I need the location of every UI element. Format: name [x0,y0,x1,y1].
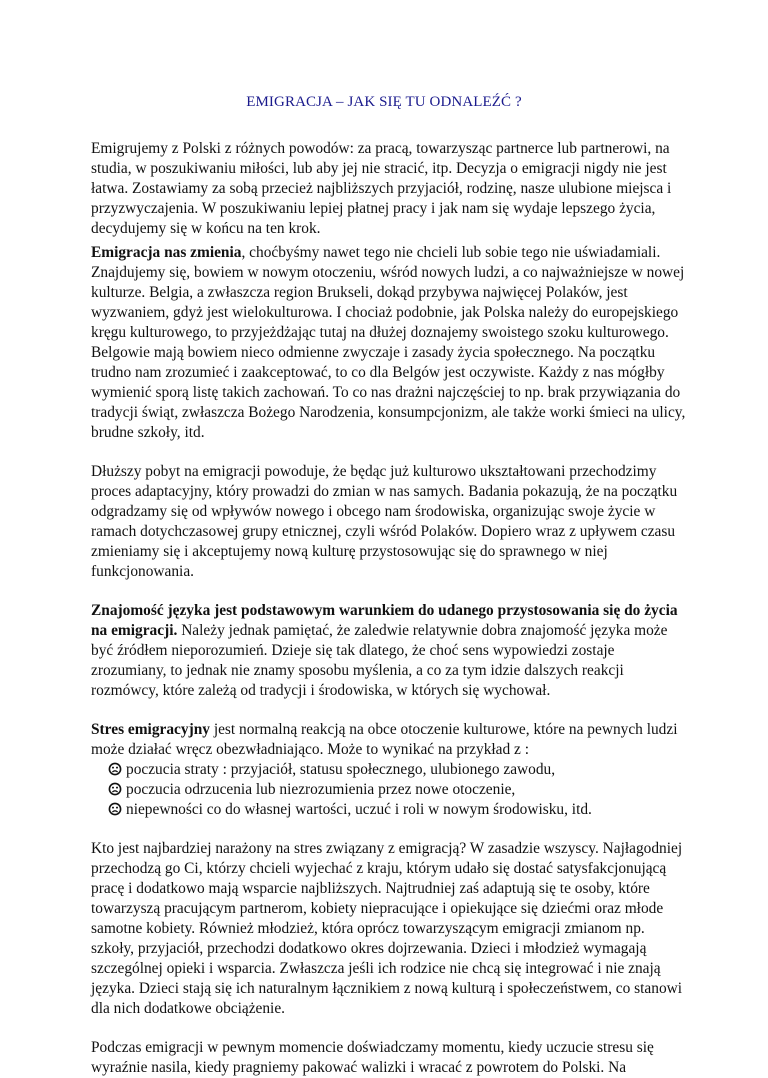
list-item [108,760,691,780]
paragraph-language [91,601,691,701]
list-item-text: niepewności co do własnej wartości, uczuć i roli w nowym środowisku, itd. [126,801,592,818]
paragraph-stress-text: jest normalną reakcją na obce otoczenie kulturowe, które na pewnych ludzi może działać wręcz obezwładniająco. Może to wynikać na przykład z : [91,721,678,758]
paragraph-change [91,243,691,443]
sad-face-bullet-icon [108,762,122,776]
document-body [91,139,691,1078]
list-item [108,800,691,820]
list-item-text: poczucia straty : przyjaciół, statusu społecznego, ulubionego zawodu, [126,761,556,778]
paragraph-stress-lead: Stres emigracyjny [91,721,210,738]
stress-causes-list [91,760,691,820]
paragraph-language-lead: Znajomość języka jest podstawowym warunkiem do udanego przystosowania się do życia na emigracji. [91,602,678,639]
list-item [108,780,691,800]
paragraph-adaptation: Dłuższy pobyt na emigracji powoduje, że będąc już kulturowo ukształtowani przechodzimy proces adaptacyjny, który prowadzi do zmian w nas samych. Badania pokazują, że na początku odgradzamy się od wpływów nowego i obcego nam środowiska, organizując swoje życie w ramach dotychczasowej grupy etnicznej, czyli wśród Polaków. Dopiero wraz z upływem czasu zmieniamy się i akceptujemy nową kulturę przystosowując się do sprawnego w niej funkcjonowania. [91,463,678,580]
paragraph-change-text: , choćbyśmy nawet tego nie chcieli lub sobie tego nie uświadamiali. Znajdujemy się, bowiem w nowym otoczeniu, wśród nowych ludzi, a co najważniejsze w nowej kulturze. Belgia, a zwłaszcza region Brukseli, dokąd przybywa najwięcej Polaków, jest wyzwaniem, gdyż jest wielokulturowa. I chociaż podobnie, jak Polska należy do europejskiego kręgu kulturowego, to przyjeżdżając tutaj na dłużej doznajemy swoistego szoku kulturowego. Belgowie mają bowiem nieco odmienne zwyczaje i zasady życia społecznego. Na początku trudno nam zrozumieć i zaakceptować, to co dla Belgów jest oczywiste. Każdy z nas mógłby wymienić sporą listę takich zachowań. To co nas drażni najczęściej to np. brak przywiązania do tradycji świąt, zwłaszcza Bożego Narodzenia, konsumpcjonizm, ale także worki śmieci na ulicy, brudne szkoły, itd. [91,244,686,441]
paragraph-change-lead: Emigracja nas zmienia [91,244,242,261]
paragraph-language-text: Należy jednak pamiętać, że zaledwie relatywnie dobra znajomość języka może być źródłem nieporozumień. Dzieje się tak dlatego, że choć sens wypowiedzi zostaje zrozumiany, to jednak nie znamy sposobu myślenia, a co za tym idzie dalszych reakcji rozmówcy, które zależą od tradycji i środowiska, w których się wychował. [91,622,668,699]
sad-face-bullet-icon [108,802,122,816]
paragraph-crisis: Podczas emigracji w pewnym momencie doświadczamy momentu, kiedy uczucie stresu się wyraźnie nasila, kiedy pragniemy pakować walizki i wracać z powrotem do Polski. Na [91,1039,654,1076]
document-title: EMIGRACJA – JAK SIĘ TU ODNALEŹĆ ? [246,94,522,110]
paragraph-who-affected: Kto jest najbardziej narażony na stres związany z emigracją? W zasadzie wszyscy. Najłagodniej przechodzą go Ci, którzy chcieli wyjechać z kraju, którym udało się dostać satysfakcjonującą pracę i dodatkowo mają wsparcie najbliższych. Najtrudniej zaś adaptują się te osoby, które towarzyszą pracującym partnerom, kobiety niepracujące i opiekujące się dziećmi oraz młode samotne kobiety. Również młodzież, która oprócz towarzyszącym emigracji zmianom np. szkoły, przyjaciół, przechodzi dodatkowo okres dojrzewania. Dzieci i młodzież wymagają szczególnej opieki i wsparcia. Zwłaszcza jeśli ich rodzice nie chcą się integrować i nie znają języka. Dzieci stają się ich naturalnym łącznikiem z nową kulturą i społeczeństwem, co stanowi dla nich dodatkowe obciążenie. [91,840,683,1017]
paragraph-stress [91,720,691,760]
list-item-text: poczucia odrzucenia lub niezrozumienia przez nowe otoczenie, [126,781,516,798]
paragraph-intro: Emigrujemy z Polski z różnych powodów: za pracą, towarzysząc partnerce lub partnerowi, na studia, w poszukiwaniu miłości, lub aby jej nie stracić, itp. Decyzja o emigracji nigdy nie jest łatwa. Zostawiamy za sobą przecież najbliższych przyjaciół, rodzinę, nasze ulubione miejsca i przyzwyczajenia. W poszukiwaniu lepiej płatnej pracy i jak nam się wydaje lepszego życia, decydujemy się w końcu na ten krok. [91,140,672,237]
sad-face-bullet-icon [108,782,122,796]
